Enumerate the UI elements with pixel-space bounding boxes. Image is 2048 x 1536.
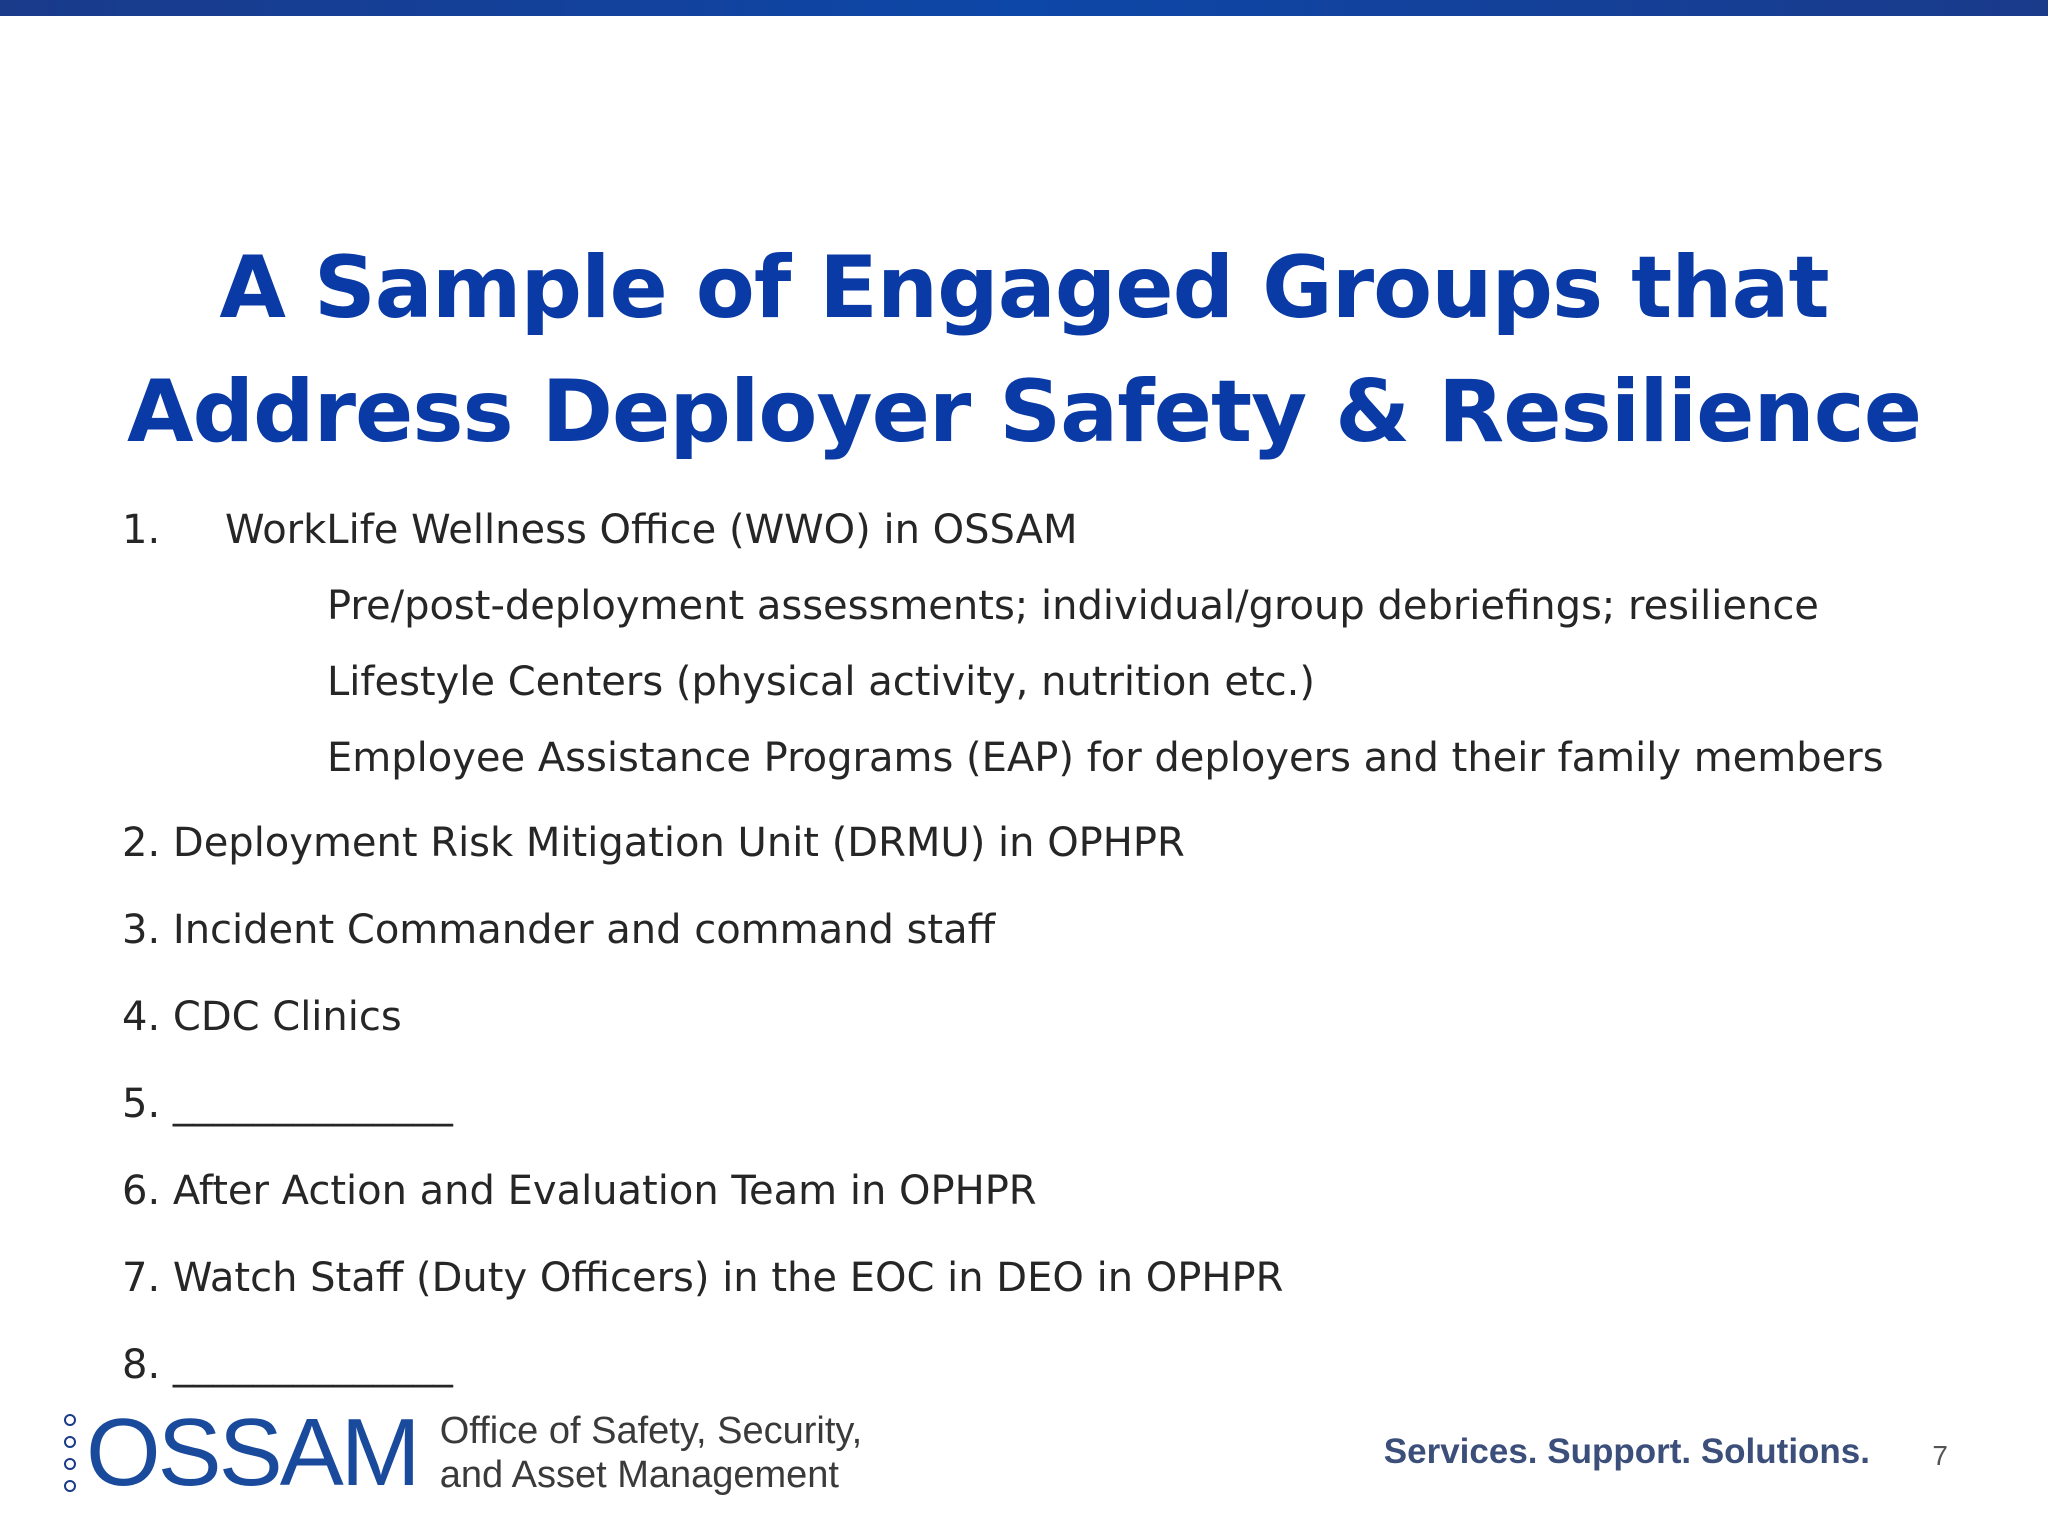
sub-list-item: Employee Assistance Programs (EAP) for deployers and their family members xyxy=(327,735,1884,781)
logo-wordmark: OSSAM xyxy=(86,1399,418,1506)
list-item xyxy=(122,1161,1037,1221)
page-number: 7 xyxy=(1932,1440,1948,1471)
footer-tagline: Services. Support. Solutions. xyxy=(1383,1432,1870,1471)
slide-title xyxy=(0,226,2048,474)
sub-list-item: Lifestyle Centers (physical activity, nutrition etc.) xyxy=(327,659,1315,705)
list-item-text: Incident Commander and command staff xyxy=(172,907,996,953)
list-item-text: Deployment Risk Mitigation Unit (DRMU) in OPHPR xyxy=(172,820,1185,866)
list-item xyxy=(122,1074,453,1134)
list-item xyxy=(122,1248,1283,1308)
list-item-number: 2. xyxy=(122,820,161,866)
list-item-number: 4. xyxy=(122,994,161,1040)
list-item xyxy=(122,900,995,960)
list-item-number: 8. xyxy=(122,1342,161,1388)
ossam-logo xyxy=(64,1399,863,1506)
list-item-text: ______________ xyxy=(172,1081,453,1127)
list-item xyxy=(122,1335,453,1395)
list-item-number: 1. xyxy=(122,507,161,553)
list-item xyxy=(122,987,402,1047)
list-item-text: ______________ xyxy=(172,1342,453,1388)
top-accent-bar xyxy=(0,0,2048,16)
slide-title-line-2: Address Deployer Safety & Resilience xyxy=(126,362,1922,462)
list-item-number: 7. xyxy=(122,1255,161,1301)
list-item xyxy=(122,500,1078,560)
sub-list-item: Pre/post-deployment assessments; individual/group debriefings; resilience xyxy=(327,583,1819,629)
logo-subtitle-line-2: and Asset Management xyxy=(439,1454,839,1496)
list-item-text: CDC Clinics xyxy=(172,994,402,1040)
logo-subtitle xyxy=(440,1409,862,1497)
list-item-number: 6. xyxy=(122,1168,161,1214)
slide-title-line-1: A Sample of Engaged Groups that xyxy=(219,238,1829,338)
logo-dots-icon xyxy=(64,1414,76,1492)
list-item-text: After Action and Evaluation Team in OPHPR xyxy=(172,1168,1037,1214)
list-item-number: 5. xyxy=(122,1081,161,1127)
list-item-text: WorkLife Wellness Office (WWO) in OSSAM xyxy=(225,507,1078,553)
list-item-number: 3. xyxy=(122,907,161,953)
list-item xyxy=(122,813,1185,873)
logo-subtitle-line-1: Office of Safety, Security, xyxy=(439,1410,863,1452)
list-item-text: Watch Staff (Duty Officers) in the EOC in DEO in OPHPR xyxy=(172,1255,1284,1301)
